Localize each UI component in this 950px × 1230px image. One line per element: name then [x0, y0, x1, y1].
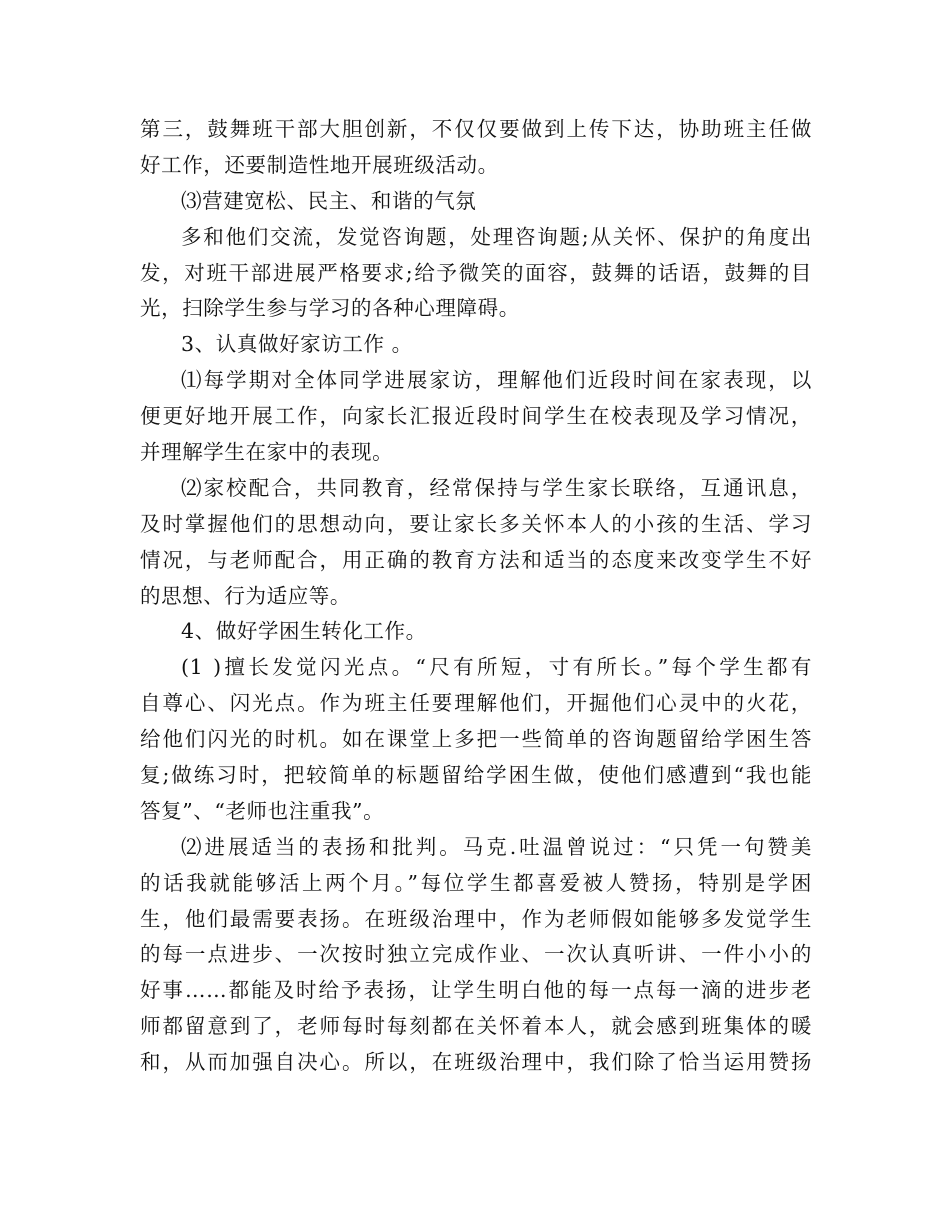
text-line: 并理解学生在家中的表现。 — [140, 440, 394, 465]
text-line: 自尊心、闪光点。作为班主任要理解他们，开掘他们心灵中的火花， — [140, 691, 812, 716]
text-line: 多和他们交流，发觉咨询题，处理咨询题;从关怀、保护的角度出 — [181, 224, 812, 249]
text-line: ⑵家校配合，共同教育，经常保持与学生家长联络，互通讯息， — [181, 475, 812, 500]
text-line: 答复”、“老师也注重我”。 — [140, 798, 385, 823]
text-line: 4、做好学困生转化工作。 — [181, 619, 427, 644]
text-line: ⑴每学期对全体同学进展家访，理解他们近段时间在家表现，以 — [181, 368, 812, 393]
text-line: 便更好地开展工作，向家长汇报近段时间学生在校表现及学习情况， — [140, 404, 812, 429]
text-line: 的话我就能够活上两个月。”每位学生都喜爱被人赞扬，特别是学困 — [140, 870, 812, 895]
text-line: 3、认真做好家访工作 。 — [181, 332, 413, 357]
text-line: 给他们闪光的时机。如在课堂上多把一些简单的咨询题留给学困生答 — [140, 727, 812, 752]
text-line: (1 )擅长发觉闪光点。“尺有所短，寸有所长。”每个学生都有 — [181, 655, 812, 680]
text-line: 第三，鼓舞班干部大胆创新，不仅仅要做到上传下达，协助班主任做 — [140, 117, 812, 141]
text-line: 生，他们最需要表扬。在班级治理中，作为老师假如能够多发觉学生 — [140, 906, 812, 931]
text-line: 复;做练习时，把较简单的标题留给学困生做，使他们感遭到“我也能 — [140, 763, 812, 788]
text-line: 好事……都能及时给予表扬，让学生明白他的每一点每一滴的进步老 — [140, 978, 812, 1003]
text-line: 发，对班干部进展严格要求;给予微笑的面容，鼓舞的话语，鼓舞的目 — [140, 260, 812, 285]
text-line: 和，从而加强自决心。所以，在班级治理中，我们除了恰当运用赞扬 — [140, 1050, 812, 1075]
text-line: ⑶营建宽松、民主、和谐的气氛 — [181, 188, 477, 213]
text-line: 的每一点进步、一次按时独立完成作业、一次认真听讲、一件小小的 — [140, 942, 812, 967]
text-line: 好工作，还要制造性地开展班级活动。 — [140, 152, 499, 177]
text-line: 及时掌握他们的思想动向，要让家长多关怀本人的小孩的生活、学习 — [140, 511, 812, 536]
document-body — [140, 112, 812, 1081]
text-line: 师都留意到了，老师每时每刻都在关怀着本人，就会感到班集体的暖 — [140, 1014, 812, 1039]
text-line: 情况，与老师配合，用正确的教育方法和适当的态度来改变学生不好 — [140, 547, 812, 572]
text-line: ⑵进展适当的表扬和批判。马克.吐温曾说过：“只凭一句赞美 — [181, 834, 812, 859]
text-line: 光，扫除学生参与学习的各种心理障碍。 — [140, 296, 520, 321]
text-line: 的思想、行为适应等。 — [140, 583, 351, 608]
